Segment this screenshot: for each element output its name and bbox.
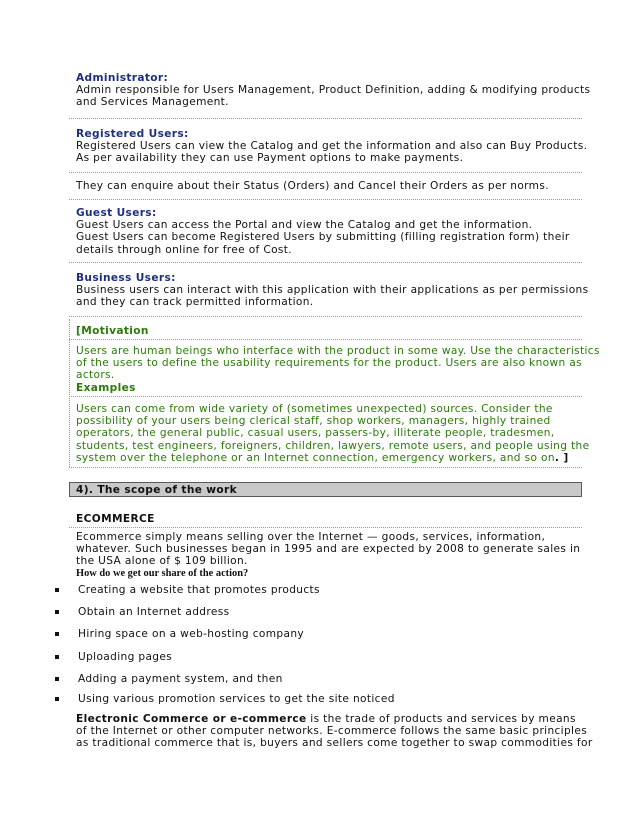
motivation-line-1: Users are human beings who interface with the product in some way. Use the characteristics xyxy=(76,345,600,357)
examples-line-5 xyxy=(76,452,572,464)
scope-of-work-title: 4). The scope of the work xyxy=(76,484,238,496)
registered-users-extra-line: They can enquire about their Status (Orders) and Cancel their Orders as per norms. xyxy=(76,180,549,192)
bullet-square-icon xyxy=(55,697,59,701)
business-users-line-2: and they can track permitted information. xyxy=(76,296,314,309)
bullet-square-icon xyxy=(55,588,59,592)
administrator-heading: Administrator: xyxy=(76,72,169,84)
guest-users-line-3: details through online for free of Cost. xyxy=(76,243,293,256)
divider xyxy=(69,262,582,263)
registered-users-heading: Registered Users: xyxy=(76,128,189,140)
motivation-section xyxy=(76,325,572,337)
bullet-square-icon xyxy=(55,655,59,659)
examples-line-1: Users can come from wide variety of (sometimes unexpected) sources. Consider the xyxy=(76,403,553,415)
guest-users-line-2: Guest Users can become Registered Users by submitting (filling registration form) their xyxy=(76,231,570,244)
examples-line-2: possibility of your users being clerical staff, shop workers, managers, highly trained xyxy=(76,415,551,428)
bullet-square-icon xyxy=(55,677,59,681)
examples-last-line-text: system over the telephone or an Internet connection, emergency workers, and so on xyxy=(76,451,555,464)
divider xyxy=(69,199,582,200)
divider xyxy=(69,339,582,340)
ecommerce-definition-term: Electronic Commerce or e-commerce xyxy=(76,713,307,725)
ecommerce-definition-line-3: as traditional commerce that is, buyers and sellers come together to swap commodities for xyxy=(76,737,593,750)
examples-body xyxy=(76,403,590,464)
administrator-section xyxy=(76,72,591,109)
ecommerce-line-3: the USA alone of $ 109 billion. xyxy=(76,555,248,568)
ecommerce-section xyxy=(76,513,572,525)
business-users-heading: Business Users: xyxy=(76,272,176,284)
ecommerce-heading: ECOMMERCE xyxy=(76,513,155,525)
motivation-heading: [Motivation xyxy=(76,325,149,337)
divider xyxy=(69,527,582,528)
divider xyxy=(69,396,582,397)
motivation-line-3: actors. xyxy=(76,369,115,382)
business-users-line-1: Business users can interact with this application with their applications as per permissions xyxy=(76,284,589,297)
registered-users-line-2: As per availability they can use Payment options to make payments. xyxy=(76,152,464,165)
ecommerce-definition-line-2: of the Internet or other computer networks. E-commerce follows the same basic principles xyxy=(76,725,588,738)
divider xyxy=(69,467,582,468)
ecommerce-body xyxy=(76,531,581,580)
guest-users-section xyxy=(76,207,572,256)
ecommerce-definition-line-1 xyxy=(76,713,576,725)
divider xyxy=(69,172,582,173)
registered-users-extra xyxy=(76,180,572,192)
guest-users-line-1: Guest Users can access the Portal and view the Catalog and get the information. xyxy=(76,219,533,232)
ecommerce-definition xyxy=(76,713,593,750)
examples-heading: Examples xyxy=(76,381,136,394)
examples-line-4: students, test engineers, foreigners, children, lawyers, remote users, and people using the xyxy=(76,439,590,452)
divider xyxy=(69,118,582,119)
business-users-section xyxy=(76,272,589,309)
left-margin-rule xyxy=(69,319,70,467)
registered-users-line-1: Registered Users can view the Catalog and get the information and also can Buy Products. xyxy=(76,140,588,153)
ecommerce-definition-rest: is the trade of products and services by means xyxy=(306,713,576,725)
examples-line-3: operators, the general public, casual users, passers-by, illiterate people, tradesmen, xyxy=(76,427,555,440)
bullet-square-icon xyxy=(55,610,59,614)
administrator-line-2: and Services Management. xyxy=(76,96,229,109)
divider xyxy=(69,316,582,317)
examples-closing-bracket: . ] xyxy=(554,451,569,464)
scope-of-work-header xyxy=(69,482,582,497)
bullet-square-icon xyxy=(55,632,59,636)
registered-users-section xyxy=(76,128,588,165)
motivation-line-2: of the users to define the usability requirements for the product. Users are also known as xyxy=(76,357,583,370)
ecommerce-question: How do we get our share of the action? xyxy=(76,567,249,579)
ecommerce-line-2: whatever. Such businesses began in 1995 and are expected by 2008 to generate sales in xyxy=(76,543,581,556)
administrator-line-1: Admin responsible for Users Management, Product Definition, adding & modifying products xyxy=(76,84,591,97)
ecommerce-line-1: Ecommerce simply means selling over the Internet — goods, services, information, xyxy=(76,531,546,543)
motivation-body xyxy=(76,345,600,394)
document-page: Administrator: Admin responsible for Users Management, Product Definition, adding & modifying products and Services Management. Registered Users: Registered Users can view the Catalog and get the information and also can Buy Products. As per availability they can use Payment options to make payments. They can enquire about their Status (Orders) and Cancel their Orders as per norms. Guest Users: Guest Users can access the Portal and view the Catalog and get the information. Guest Users can become Registered Users by submitting (filling registration form) their details through online for free of Cost. Business Users: Business users can interact with this application with their applications as per permissions and they can track permitted information. [Motivation Users are human beings who interface with the product in some way. Use the characteristics of the users to define the usability requirements for the product. Users are also known as actors. Examples Users can come from wide variety of (sometimes unexpected) sources. Consider the possibility of your users being clerical staff, shop workers, managers, highly trained operators, the general public, casual users, passers-by, illiterate people, tradesmen, students, test engineers, foreigners, children, lawyers, remote users, and people using the system over the telephone or an Internet connection, emergency workers, and so on. ] 4). The scope of the work ECOMMERCE Ecommerce simply means selling over the Internet — goods, services, information, whatever. Such businesses began in 1995 and are expected by 2008 to generate sales in the USA alone of $ 109 billion. How do we get our share of the action? Creating a website that promotes products Obtain an Internet address Hiring space on a web-hosting company Uploading pages Adding a payment system, and then Using various promotion services to get the site noticed Electronic Commerce or e-commerce is the trade of products and services by means of the Internet or other computer networks. E-commerce follows the same basic principles as traditional commerce that is, buyers and sellers come together to swap commodities for xyxy=(0,0,638,826)
guest-users-heading: Guest Users: xyxy=(76,207,157,219)
